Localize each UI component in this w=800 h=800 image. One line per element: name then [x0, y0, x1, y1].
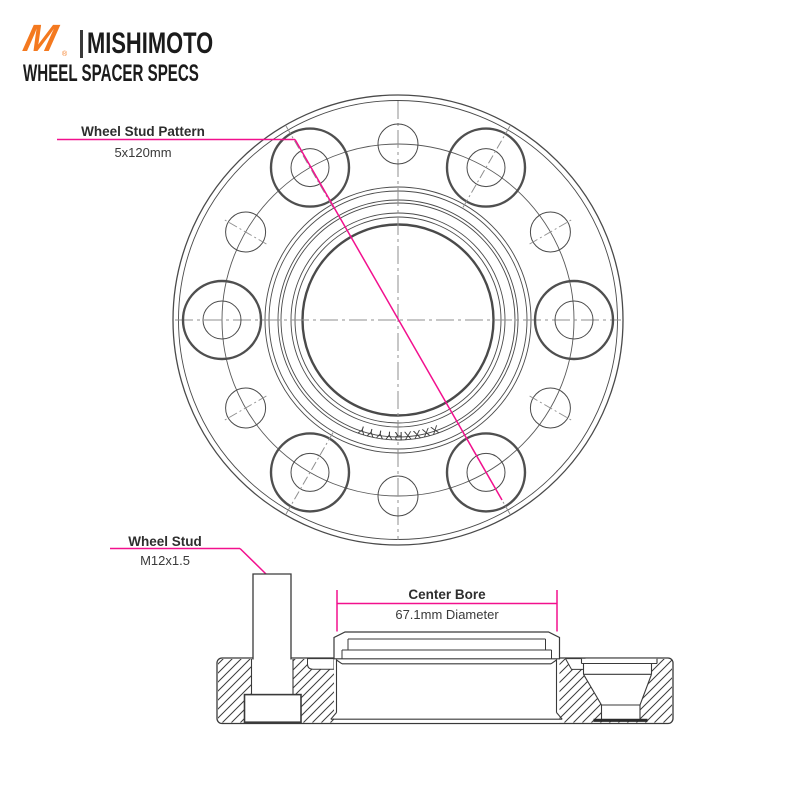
stud-pattern-label: Wheel Stud Pattern: [81, 124, 205, 139]
wheel-stud-leader-diagonal: [240, 549, 266, 575]
hub-boss: [334, 632, 560, 659]
center-bore-value: 67.1mm Diameter: [395, 607, 499, 622]
mishimoto-logo-icon: M: [19, 18, 62, 60]
stud-pattern-value: 5x120mm: [114, 144, 172, 160]
page-title: WHEEL SPACER SPECS: [23, 60, 199, 87]
wheel-stud-section: [245, 574, 302, 722]
brand-name: MISHIMOTO: [87, 27, 214, 60]
center-bore-cavity: [331, 659, 562, 722]
part-marking-text: XXXXRYYYY: [355, 422, 441, 442]
wheel-stud-value: M12x1.5: [140, 553, 190, 568]
logo-divider: [80, 30, 83, 58]
relief-notch-left: [308, 659, 335, 670]
center-bore-label: Center Bore: [408, 586, 486, 602]
registered-trademark: ®: [62, 51, 68, 58]
wheel-stud-label: Wheel Stud: [128, 533, 202, 549]
